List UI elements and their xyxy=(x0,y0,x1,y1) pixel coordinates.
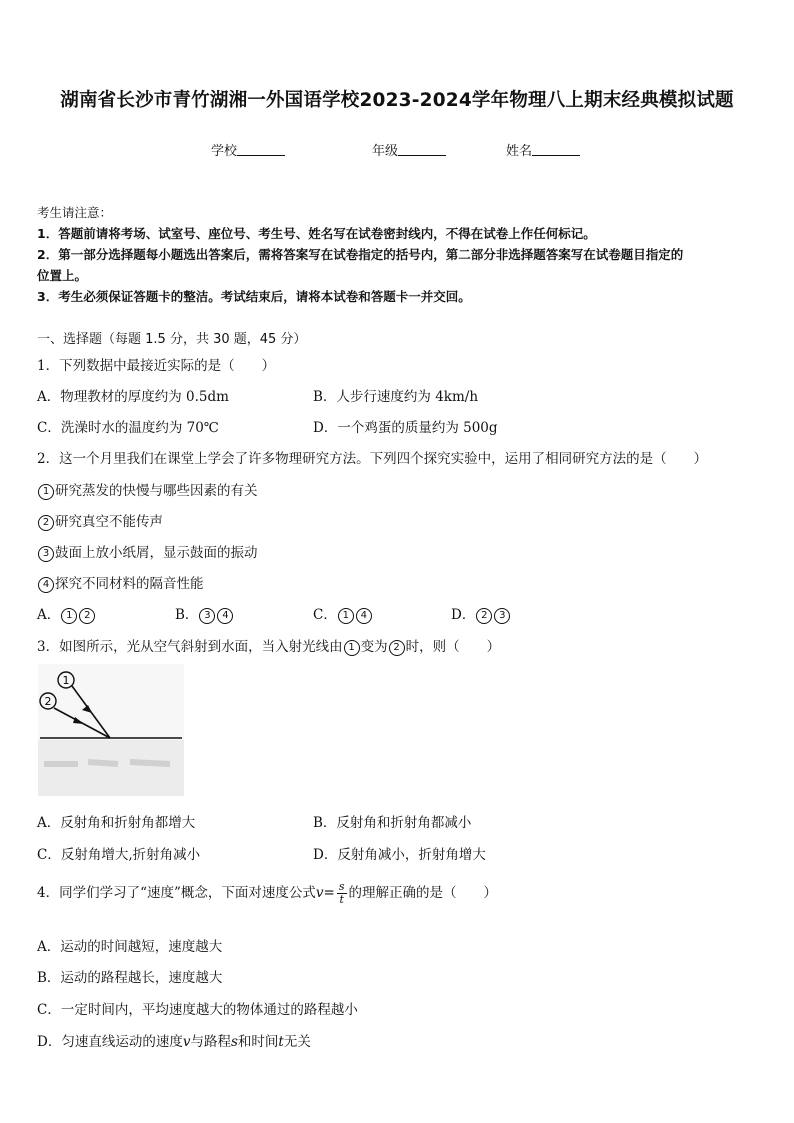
grade-label: 年级 xyxy=(372,144,399,159)
q2-option-d[interactable]: D． 2 3 xyxy=(451,603,511,624)
speed-formula-fraction: $\frac{s}{t}$ xyxy=(338,880,345,906)
grade-blank[interactable] xyxy=(398,143,446,156)
circled-number: 1 xyxy=(344,640,360,656)
q4-option-b[interactable]: B．运动的路程越长，速度越大 xyxy=(37,970,223,986)
q3-option-c[interactable]: C．反射角增大,折射角减小 xyxy=(37,847,201,863)
page-title: 湖南省长沙市青竹湖湘一外国语学校2023-2024学年物理八上期末经典模拟试题 xyxy=(60,90,734,111)
q2-item-1: 1 研究蒸发的快慢与哪些因素的有关 xyxy=(37,479,258,500)
formula-v: v xyxy=(315,885,324,901)
q2-option-c[interactable]: C． 1 4 xyxy=(313,603,373,624)
section-heading: 一、选择题（每题 1.5 分，共 30 题，45 分） xyxy=(37,332,307,347)
q2-item-3: 3 鼓面上放小纸屑，显示鼓面的振动 xyxy=(37,541,258,562)
name-blank[interactable] xyxy=(532,143,580,156)
faded-print-artifact xyxy=(44,762,170,764)
q1-option-c[interactable]: C．洗澡时水的温度约为 70℃ xyxy=(37,420,219,436)
q2-item-2: 2 研究真空不能传声 xyxy=(37,510,163,531)
q4-option-a[interactable]: A．运动的时间越短，速度越大 xyxy=(37,939,223,955)
grade-field xyxy=(372,140,446,159)
q2-option-a[interactable]: A． 1 2 xyxy=(37,603,96,624)
circled-number: 2 xyxy=(38,515,54,531)
circled-number: 4 xyxy=(38,577,54,593)
q4-option-c[interactable]: C．一定时间内，平均速度越大的物体通过的路程越小 xyxy=(37,1002,358,1018)
circled-number: 3 xyxy=(38,546,54,562)
q2-item-4: 4 探究不同材料的隔音性能 xyxy=(37,572,204,593)
notes-heading: 考生请注意： xyxy=(37,205,113,220)
q1-option-b[interactable]: B．人步行速度约为 4km/h xyxy=(313,389,479,405)
q3-option-a[interactable]: A．反射角和折射角都增大 xyxy=(37,815,196,831)
name-label: 姓名 xyxy=(506,144,533,159)
school-blank[interactable] xyxy=(237,143,285,156)
q3-option-b[interactable]: B．反射角和折射角都减小 xyxy=(313,815,472,831)
q2-option-b[interactable]: B． 3 4 xyxy=(175,603,234,624)
name-field xyxy=(506,140,580,159)
q3-option-d[interactable]: D．反射角减小，折射角增大 xyxy=(313,847,486,863)
q1-stem: 1．下列数据中最接近实际的是（ ） xyxy=(37,358,276,374)
q1-option-a[interactable]: A．物理教材的厚度约为 0.5dm xyxy=(37,389,229,405)
q2-stem: 2．这一个月里我们在课堂上学会了许多物理研究方法。下列四个探究实验中，运用了相同研究方法的是（ ） xyxy=(37,451,708,467)
q1-option-d[interactable]: D．一个鸡蛋的质量约为 500g xyxy=(313,420,498,436)
q4-option-d[interactable]: D．匀速直线运动的速度v与路程s和时间t无关 xyxy=(37,1034,311,1050)
exam-notes xyxy=(37,202,767,307)
label-1: 1 xyxy=(62,674,70,687)
school-label: 学校 xyxy=(211,144,238,159)
circled-number: 1 xyxy=(38,484,54,500)
note-1: 1．答题前请将考场、试室号、座位号、考生号、姓名写在试卷密封线内，不得在试卷上作任何标记。 xyxy=(37,226,596,241)
note-3: 3．考生必须保证答题卡的整洁。考试结束后，请将本试卷和答题卡一并交回。 xyxy=(37,289,471,304)
school-field xyxy=(211,140,285,159)
note-2-cont: 位置上。 xyxy=(37,268,88,283)
q3-figure xyxy=(38,664,184,796)
label-2: 2 xyxy=(44,695,52,708)
circled-number: 2 xyxy=(389,640,405,656)
q3-stem: 3．如图所示，光从空气斜射到水面，当入射光线由 1 变为 2 时，则（ ） xyxy=(37,639,501,655)
q4-stem: 4．同学们学习了“速度”概念，下面对速度公式v= $\frac{s}{t}$ 的理解正确的是（ ） xyxy=(37,880,498,906)
note-2: 2．第一部分选择题每小题选出答案后，需将答案写在试卷指定的括号内，第二部分非选择题答案写在试卷题目指定的 xyxy=(37,247,684,262)
